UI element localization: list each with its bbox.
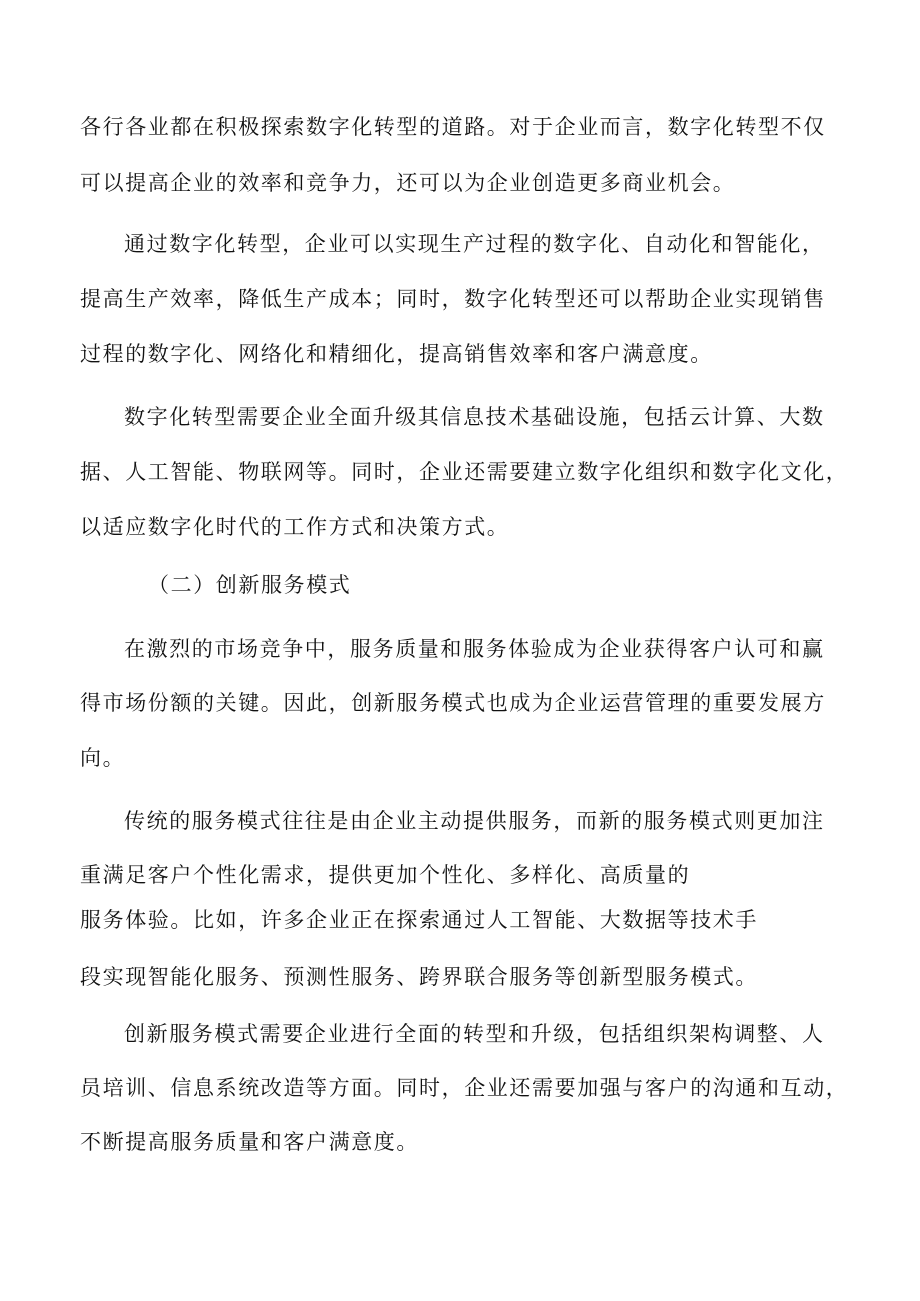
paragraph-6-line-3: 不断提高服务质量和客户满意度。 <box>80 1130 419 1154</box>
paragraph-6-line-1: 创新服务模式需要企业进行全面的转型和升级，包括组织架构调整、人 <box>124 1022 825 1046</box>
paragraph-6-line-2: 员培训、信息系统改造等方面。同时，企业还需要加强与客户的沟通和互动， <box>80 1076 849 1100</box>
section-heading: （二）创新服务模式 <box>148 573 352 597</box>
paragraph-2-line-3: 过程的数字化、网络化和精细化，提高销售效率和客户满意度。 <box>80 342 713 366</box>
paragraph-5-line-2: 重满足客户个性化需求，提供更加个性化、多样化、高质量的 <box>80 863 691 887</box>
paragraph-4-line-2: 得市场份额的关键。因此，创新服务模式也成为企业运营管理的重要发展方 <box>80 691 826 715</box>
paragraph-3-line-1: 数字化转型需要企业全面升级其信息技术基础设施，包括云计算、大数 <box>124 405 825 429</box>
paragraph-4-line-1: 在激烈的市场竞争中，服务质量和服务体验成为企业获得客户认可和赢 <box>124 637 825 661</box>
paragraph-1-line-2: 可以提高企业的效率和竞争力，还可以为企业创造更多商业机会。 <box>80 171 736 195</box>
paragraph-5-line-3: 服务体验。比如，许多企业正在探索通过人工智能、大数据等技术手 <box>80 908 758 932</box>
paragraph-1-line-1: 各行各业都在积极探索数字化转型的道路。对于企业而言，数字化转型不仅 <box>80 115 826 139</box>
paragraph-4-line-3: 向。 <box>80 746 126 770</box>
paragraph-2-line-1: 通过数字化转型，企业可以实现生产过程的数字化、自动化和智能化， <box>124 232 825 256</box>
paragraph-3-line-3: 以适应数字化时代的工作方式和决策方式。 <box>80 515 510 539</box>
paragraph-3-line-2: 据、人工智能、物联网等。同时，企业还需要建立数字化组织和数字化文化， <box>80 460 849 484</box>
paragraph-5-line-4: 段实现智能化服务、预测性服务、跨界联合服务等创新型服务模式。 <box>80 965 758 989</box>
paragraph-2-line-2: 提高生产效率，降低生产成本；同时，数字化转型还可以帮助企业实现销售 <box>80 287 826 311</box>
paragraph-5-line-1: 传统的服务模式往往是由企业主动提供服务，而新的服务模式则更加注 <box>124 809 825 833</box>
